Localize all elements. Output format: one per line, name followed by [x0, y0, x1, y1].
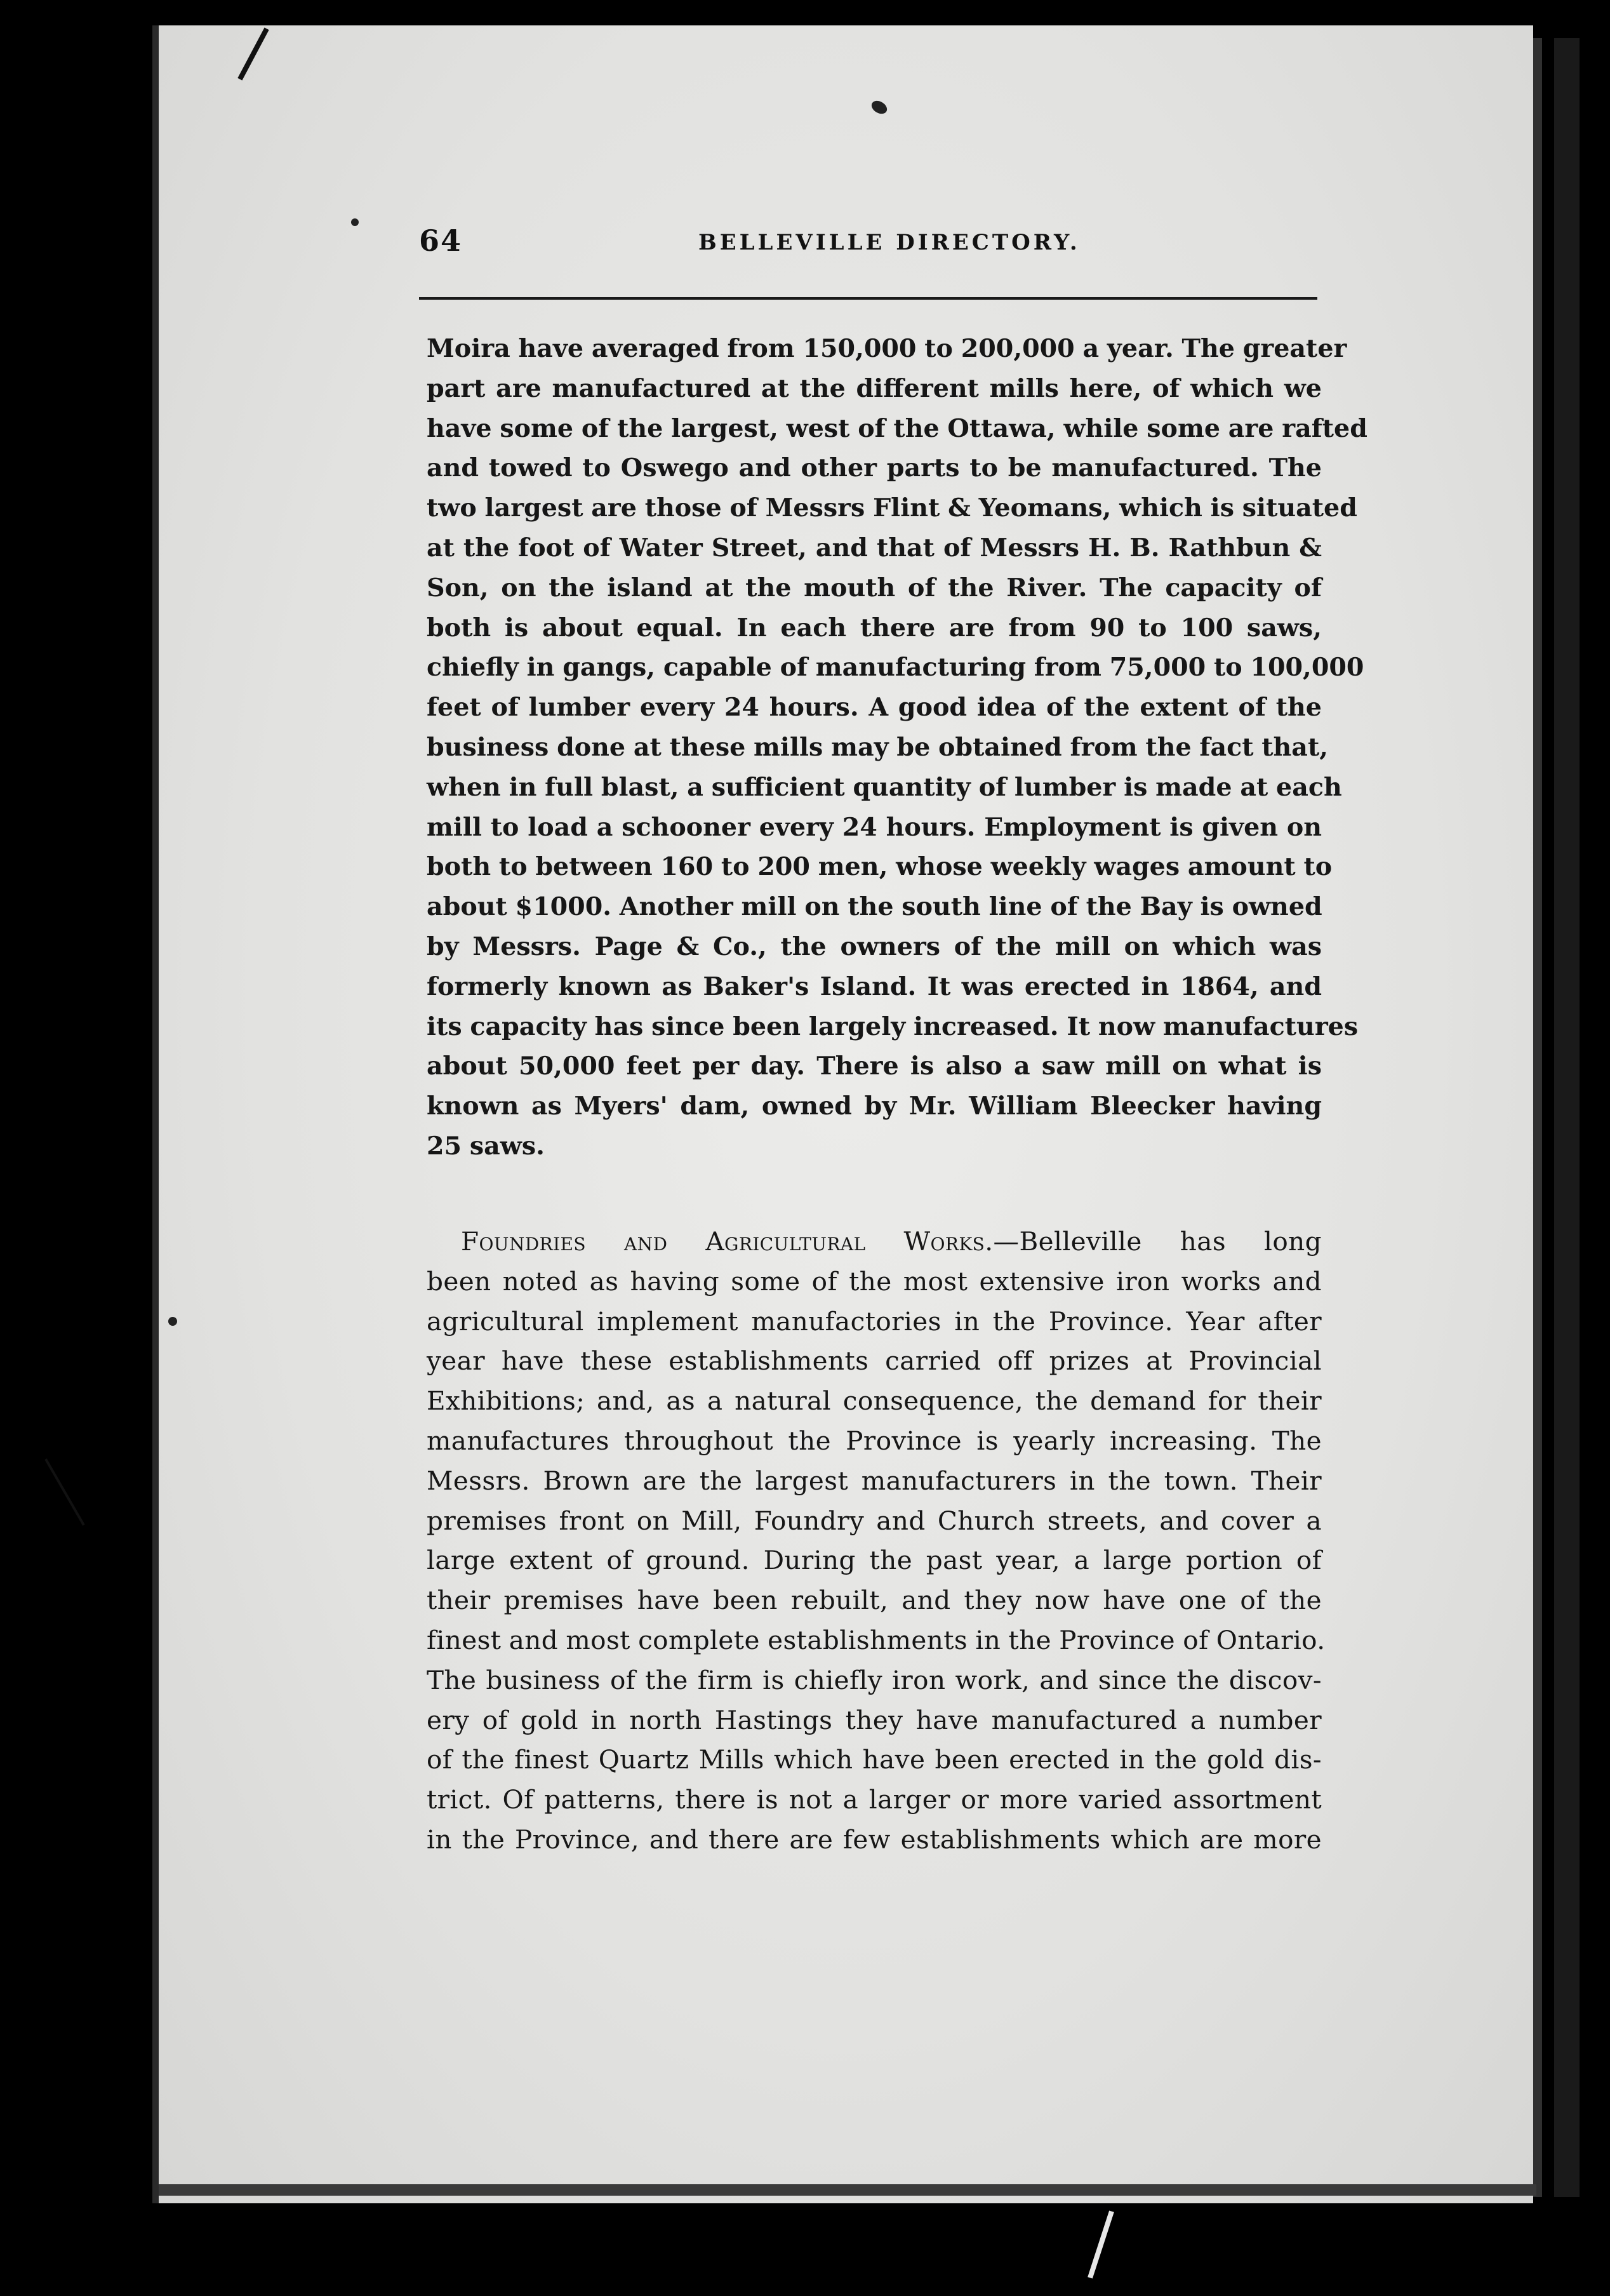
text-line: two largest are those of Messrs Flint & Yeomans, which is situated — [427, 493, 1357, 523]
text-line: at the foot of Water Street, and that of Messrs H. B. Rathbun & — [427, 533, 1322, 563]
scan-speck — [168, 1317, 177, 1326]
text-line: about 50,000 feet per day. There is also a saw mill on what is — [427, 1051, 1322, 1081]
text-line: Exhibitions; and, as a natural consequence, the demand for their — [427, 1385, 1322, 1417]
text-line: Messrs. Brown are the largest manufacturers in the town. Their — [427, 1465, 1322, 1496]
page-bottom-edge — [159, 2184, 1536, 2196]
text-line: year have these establishments carried off prizes at Provincial — [427, 1345, 1322, 1377]
first-line-text: —Belleville has long — [993, 1226, 1322, 1257]
text-line: trict. Of patterns, there is not a larger or more varied assortment — [427, 1784, 1322, 1815]
binding-shadow — [1554, 38, 1580, 2197]
text-line: when in full blast, a sufficient quantity of lumber is made at each — [427, 772, 1342, 802]
text-line: feet of lumber every 24 hours. A good idea of the extent of the — [427, 693, 1322, 723]
page-header — [419, 224, 1321, 268]
text-line: and towed to Oswego and other parts to be manufactured. The — [427, 453, 1322, 483]
running-title: BELLEVILLE DIRECTORY. — [698, 230, 1081, 255]
section-lead-in: Foundries and Agricultural Works. — [461, 1226, 994, 1257]
text-line: part are manufactured at the different mills here, of which we — [427, 373, 1322, 403]
text-line: both to between 160 to 200 men, whose weekly wages amount to — [427, 852, 1333, 882]
paragraph-sawmills — [427, 329, 1367, 1166]
text-line: mill to load a schooner every 24 hours. Employment is given on — [427, 812, 1322, 842]
text-line: their premises have been rebuilt, and they now have one of the — [427, 1585, 1322, 1616]
text-line: its capacity has since been largely increased. It now manufactures — [427, 1011, 1359, 1041]
text-line: large extent of ground. During the past year, a large portion of — [427, 1545, 1322, 1576]
text-line: manufactures throughout the Province is yearly increasing. The — [427, 1425, 1322, 1456]
text-line: finest and most complete establishments in the Province of Ontario. — [427, 1624, 1326, 1655]
text-line: The business of the firm is chiefly iron work, and since the discov- — [427, 1664, 1322, 1695]
text-line: have some of the largest, west of the Ottawa, while some are rafted — [427, 413, 1367, 443]
text-line: formerly known as Baker's Island. It was erected in 1864, and — [427, 971, 1322, 1001]
text-line: both is about equal. In each there are from 90 to 100 saws, — [427, 613, 1322, 643]
text-line: ery of gold in north Hastings they have manufactured a number — [427, 1704, 1322, 1735]
text-line: known as Myers' dam, owned by Mr. William Bleecker having — [427, 1091, 1322, 1121]
text-line: of the finest Quartz Mills which have been erected in the gold dis- — [427, 1744, 1322, 1775]
text-line: agricultural implement manufactories in the Province. Year after — [427, 1305, 1322, 1337]
text-line: in the Province, and there are few establishments which are more — [427, 1824, 1322, 1855]
page-number: 64 — [419, 224, 463, 258]
text-line: been noted as having some of the most extensive iron works and — [427, 1265, 1322, 1297]
text-line: by Messrs. Page & Co., the owners of the mill on which was — [427, 931, 1322, 961]
text-line: Son, on the island at the mouth of the River. The capacity of — [427, 573, 1322, 603]
paragraph-foundries — [427, 1222, 1326, 1860]
header-rule — [419, 297, 1317, 300]
page-edge-shadow — [1533, 38, 1542, 2197]
text-line: chiefly in gangs, capable of manufacturing from 75,000 to 100,000 — [427, 653, 1364, 683]
text-line: about $1000. Another mill on the south line of the Bay is owned — [427, 892, 1322, 922]
paragraph-first-line — [427, 1222, 1322, 1262]
text-line: premises front on Mill, Foundry and Church streets, and cover a — [427, 1505, 1322, 1536]
text-line: Moira have averaged from 150,000 to 200,000 a year. The greater — [427, 334, 1347, 363]
scan-speck — [351, 218, 359, 226]
text-line: 25 saws. — [427, 1131, 545, 1161]
text-line: business done at these mills may be obtained from the fact that, — [427, 732, 1329, 762]
